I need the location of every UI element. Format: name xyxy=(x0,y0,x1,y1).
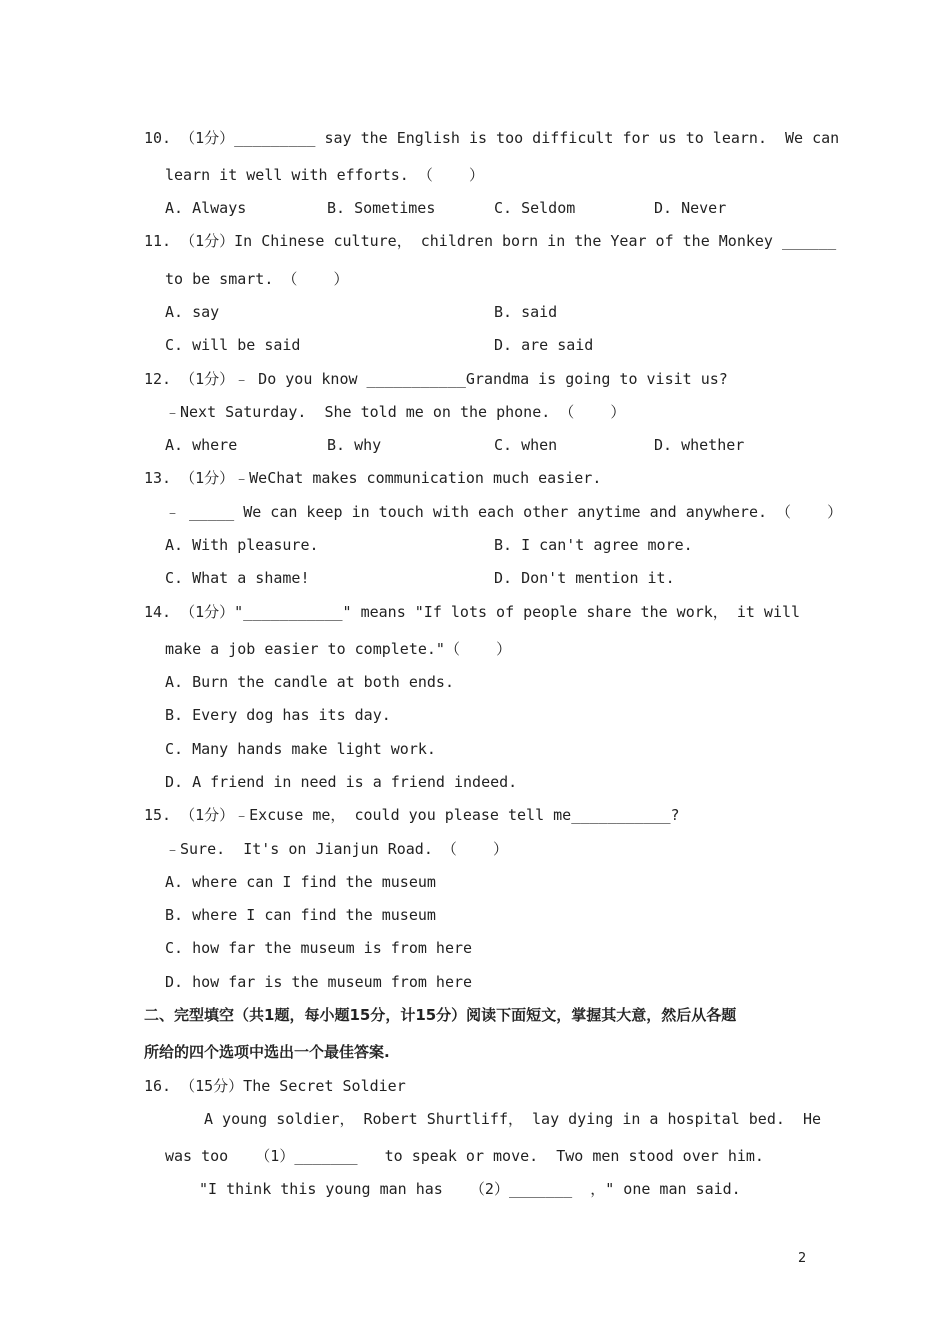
q11-option-a: A. say xyxy=(165,303,220,321)
page-number: 2 xyxy=(798,1251,807,1266)
q10-option-d: D. Never xyxy=(654,199,727,217)
q15-stem: 15. （1分）﹣Excuse me， could you please tell me___________? xyxy=(144,806,680,824)
q16-passage-line: "I think this young man has （2）_______ ，" one man said. xyxy=(199,1180,741,1198)
q12-stem-cont: ﹣Next Saturday. She told me on the phone. （ ） xyxy=(165,403,626,421)
q10-stem-cont: learn it well with efforts. （ ） xyxy=(165,166,484,184)
q13-stem: 13. （1分）﹣WeChat makes communication much easier. xyxy=(144,469,602,487)
q11-option-b: B. said xyxy=(494,303,558,321)
q15-option-b: B. where I can find the museum xyxy=(165,906,436,924)
q16-title: 16. （15分）The Secret Soldier xyxy=(144,1077,406,1095)
q12-option-a: A. where xyxy=(165,436,238,454)
q11-stem-cont: to be smart. （ ） xyxy=(165,270,349,288)
q10-option-c: C. Seldom xyxy=(494,199,576,217)
q14-option-a: A. Burn the candle at both ends. xyxy=(165,673,454,691)
q13-stem-cont: ﹣ _____ We can keep in touch with each other anytime and anywhere. （ ） xyxy=(165,503,843,521)
q14-option-c: C. Many hands make light work. xyxy=(165,740,436,758)
q12-stem: 12. （1分）﹣ Do you know ___________Grandma is going to visit us? xyxy=(144,370,728,388)
q13-option-a: A. With pleasure. xyxy=(165,536,319,554)
q13-option-c: C. What a shame! xyxy=(165,569,310,587)
q12-option-c: C. when xyxy=(494,436,558,454)
q14-option-b: B. Every dog has its day. xyxy=(165,706,391,724)
q11-option-c: C. will be said xyxy=(165,336,301,354)
q12-option-b: B. why xyxy=(327,436,382,454)
q10-stem: 10. （1分）_________ say the English is too difficult for us to learn. We can xyxy=(144,129,840,147)
q16-passage-line: A young soldier， Robert Shurtliff， lay dying in a hospital bed. He xyxy=(204,1110,821,1128)
q15-option-c: C. how far the museum is from here xyxy=(165,939,473,957)
q14-stem: 14. （1分）"___________" means "If lots of people share the work， it will xyxy=(144,603,801,621)
q15-stem-cont: ﹣Sure. It's on Jianjun Road. （ ） xyxy=(165,840,509,858)
q15-option-a: A. where can I find the museum xyxy=(165,873,436,891)
q13-option-b: B. I can't agree more. xyxy=(494,536,693,554)
q14-option-d: D. A friend in need is a friend indeed. xyxy=(165,773,518,791)
q14-stem-cont: make a job easier to complete."（ ） xyxy=(165,640,512,658)
q11-stem: 11. （1分）In Chinese culture， children born in the Year of the Monkey ______ xyxy=(144,232,837,250)
q11-option-d: D. are said xyxy=(494,336,594,354)
section-2-instruction: 二、完型填空（共1题，每小题15分，计15分）阅读下面短文，掌握其大意，然后从各题 xyxy=(144,1006,737,1024)
q13-option-d: D. Don't mention it. xyxy=(494,569,675,587)
q10-option-a: A. Always xyxy=(165,199,247,217)
q12-option-d: D. whether xyxy=(654,436,745,454)
q15-option-d: D. how far is the museum from here xyxy=(165,973,473,991)
section-2-instruction-cont: 所给的四个选项中选出一个最佳答案. xyxy=(144,1043,390,1061)
q16-passage-line: was too （1）_______ to speak or move. Two men stood over him. xyxy=(165,1147,764,1165)
q10-option-b: B. Sometimes xyxy=(327,199,436,217)
